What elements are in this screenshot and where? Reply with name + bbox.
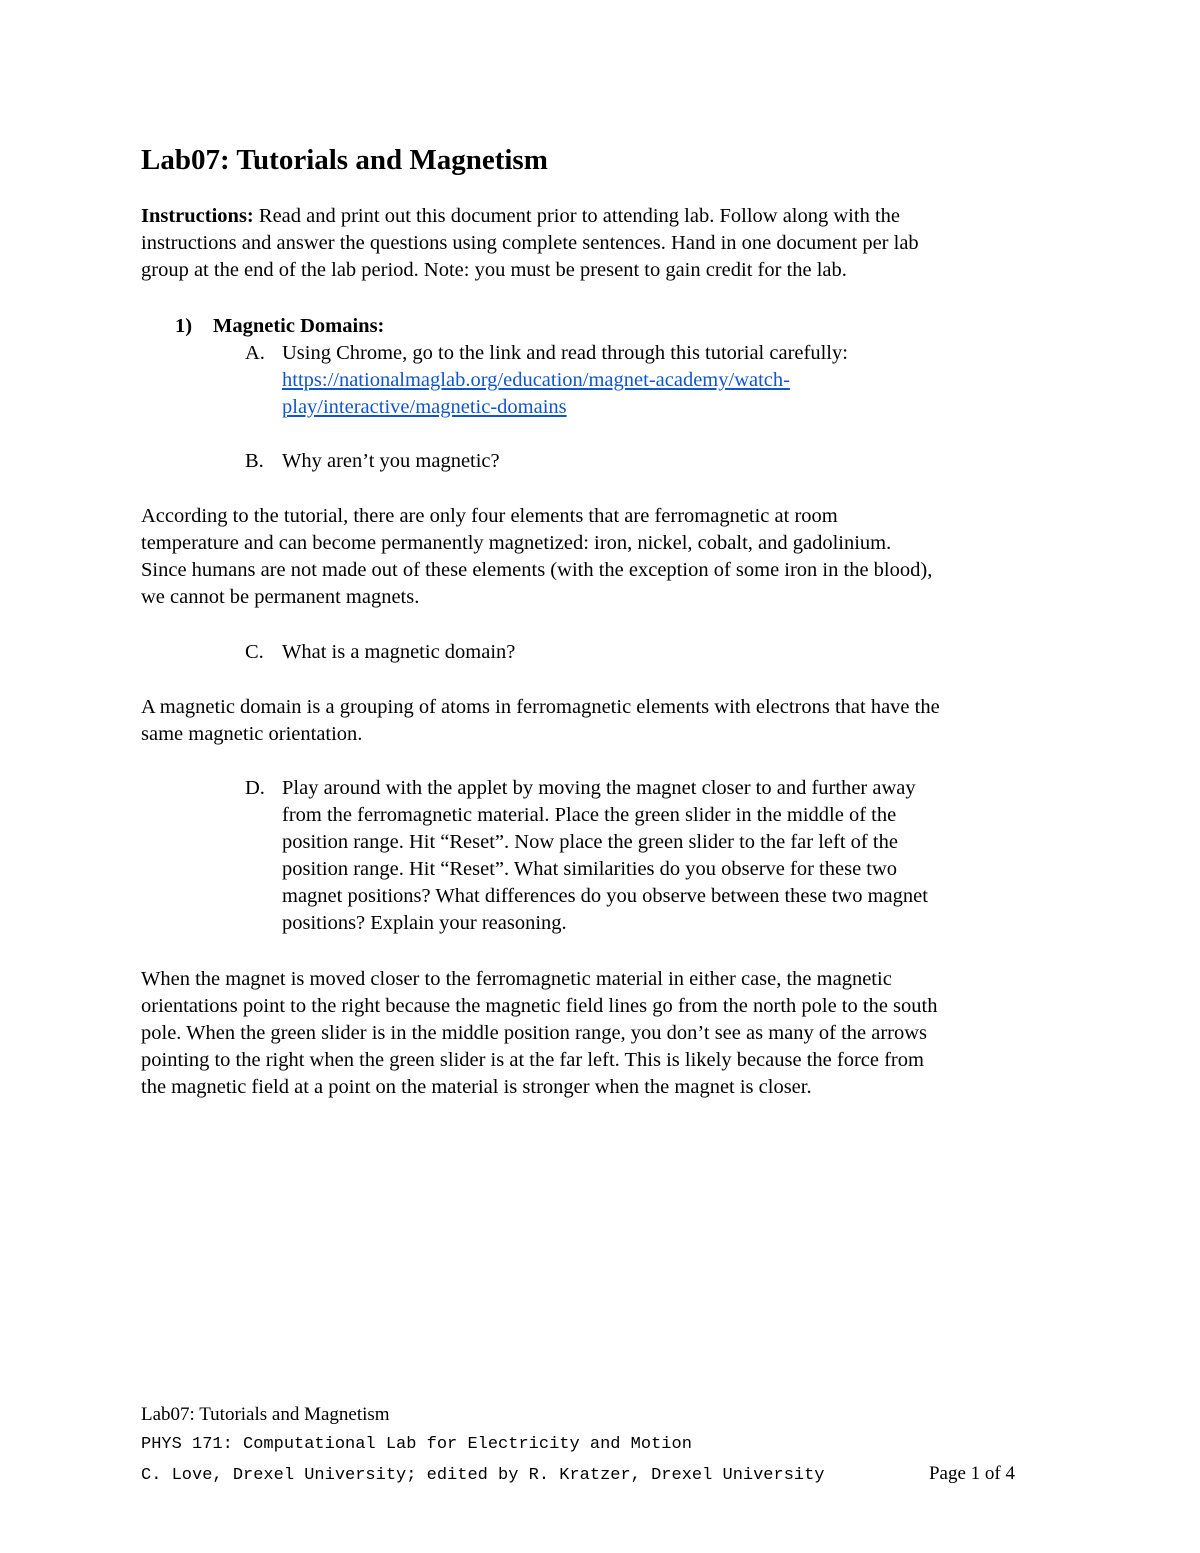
instructions-label: Instructions: [141, 205, 254, 227]
question-c-text: What is a magnetic domain? [282, 641, 516, 663]
question-d-line-3: position range. Hit “Reset”. Now place the green slider to the far left of the [282, 831, 898, 853]
footer-credits: C. Love, Drexel University; edited by R. Kratzer, Drexel University [141, 1466, 825, 1485]
footer-credits-row [141, 1459, 1021, 1491]
question-b-text: Why aren’t you magnetic? [282, 450, 500, 472]
question-d-line-2: from the ferromagnetic material. Place the green slider in the middle of the [282, 804, 897, 826]
question-d-line-4: position range. Hit “Reset”. What similarities do you observe for these two [282, 858, 898, 880]
instructions-text-1: Read and print out this document prior to attending lab. Follow along with the [253, 205, 900, 227]
tutorial-link-line-1[interactable]: https://nationalmaglab.org/education/magnet-academy/watch- [282, 369, 790, 391]
question-d-line-1: Play around with the applet by moving the magnet closer to and further away [282, 777, 916, 799]
section-title: Magnetic Domains: [213, 315, 385, 337]
instructions-line-2: instructions and answer the questions using complete sentences. Hand in one document per lab [141, 232, 919, 254]
section-number: 1) [175, 315, 193, 337]
answer-b-paragraph [141, 503, 1081, 611]
question-a-letter: A. [245, 342, 265, 364]
tutorial-link-line-2[interactable]: play/interactive/magnetic-domains [282, 396, 567, 418]
question-c-letter: C. [245, 641, 264, 663]
question-c [245, 639, 1045, 666]
instructions-line-1 [141, 203, 1081, 230]
answer-b-line-2: temperature and can become permanently magnetized: iron, nickel, cobalt, and gadolinium. [141, 532, 892, 554]
instructions-line-3: group at the end of the lab period. Note: you must be present to gain credit for the lab. [141, 259, 847, 281]
answer-d-line-1: When the magnet is moved closer to the ferromagnetic material in either case, the magnetic [141, 968, 892, 990]
question-d-line-5: magnet positions? What differences do you observe between these two magnet [282, 885, 928, 907]
question-a-text: Using Chrome, go to the link and read through this tutorial carefully: [282, 342, 848, 364]
document-title: Lab07: Tutorials and Magnetism [141, 144, 548, 176]
question-a [245, 340, 1045, 421]
question-b [245, 448, 1045, 475]
answer-b-line-3: Since humans are not made out of these elements (with the exception of some iron in the blood), [141, 559, 933, 581]
answer-d-line-3: pole. When the green slider is in the middle position range, you don’t see as many of the arrows [141, 1022, 928, 1044]
section-heading [175, 313, 384, 340]
answer-d-line-5: the magnetic field at a point on the material is stronger when the magnet is closer. [141, 1076, 812, 1098]
answer-c-paragraph [141, 694, 1081, 748]
answer-b-line-4: we cannot be permanent magnets. [141, 586, 420, 608]
answer-d-line-2: orientations point to the right because the magnetic field lines go from the north pole to the south [141, 995, 938, 1017]
answer-c-line-2: same magnetic orientation. [141, 723, 363, 745]
page-footer [141, 1400, 1021, 1491]
instructions-paragraph [141, 203, 1081, 284]
answer-d-line-4: pointing to the right when the green slider is at the far left. This is likely because the force from [141, 1049, 924, 1071]
answer-d-paragraph [141, 966, 1081, 1101]
footer-lab-title: Lab07: Tutorials and Magnetism [141, 1404, 390, 1425]
question-d-letter: D. [245, 777, 265, 799]
answer-c-line-1: A magnetic domain is a grouping of atoms in ferromagnetic elements with electrons that have the [141, 696, 940, 718]
page-number: Page 1 of 4 [928, 1463, 1015, 1484]
footer-course: PHYS 171: Computational Lab for Electricity and Motion [141, 1434, 692, 1454]
question-b-letter: B. [245, 450, 264, 472]
answer-b-line-1: According to the tutorial, there are only four elements that are ferromagnetic at room [141, 505, 838, 527]
question-d-line-6: positions? Explain your reasoning. [282, 912, 567, 934]
question-d [245, 775, 1045, 937]
